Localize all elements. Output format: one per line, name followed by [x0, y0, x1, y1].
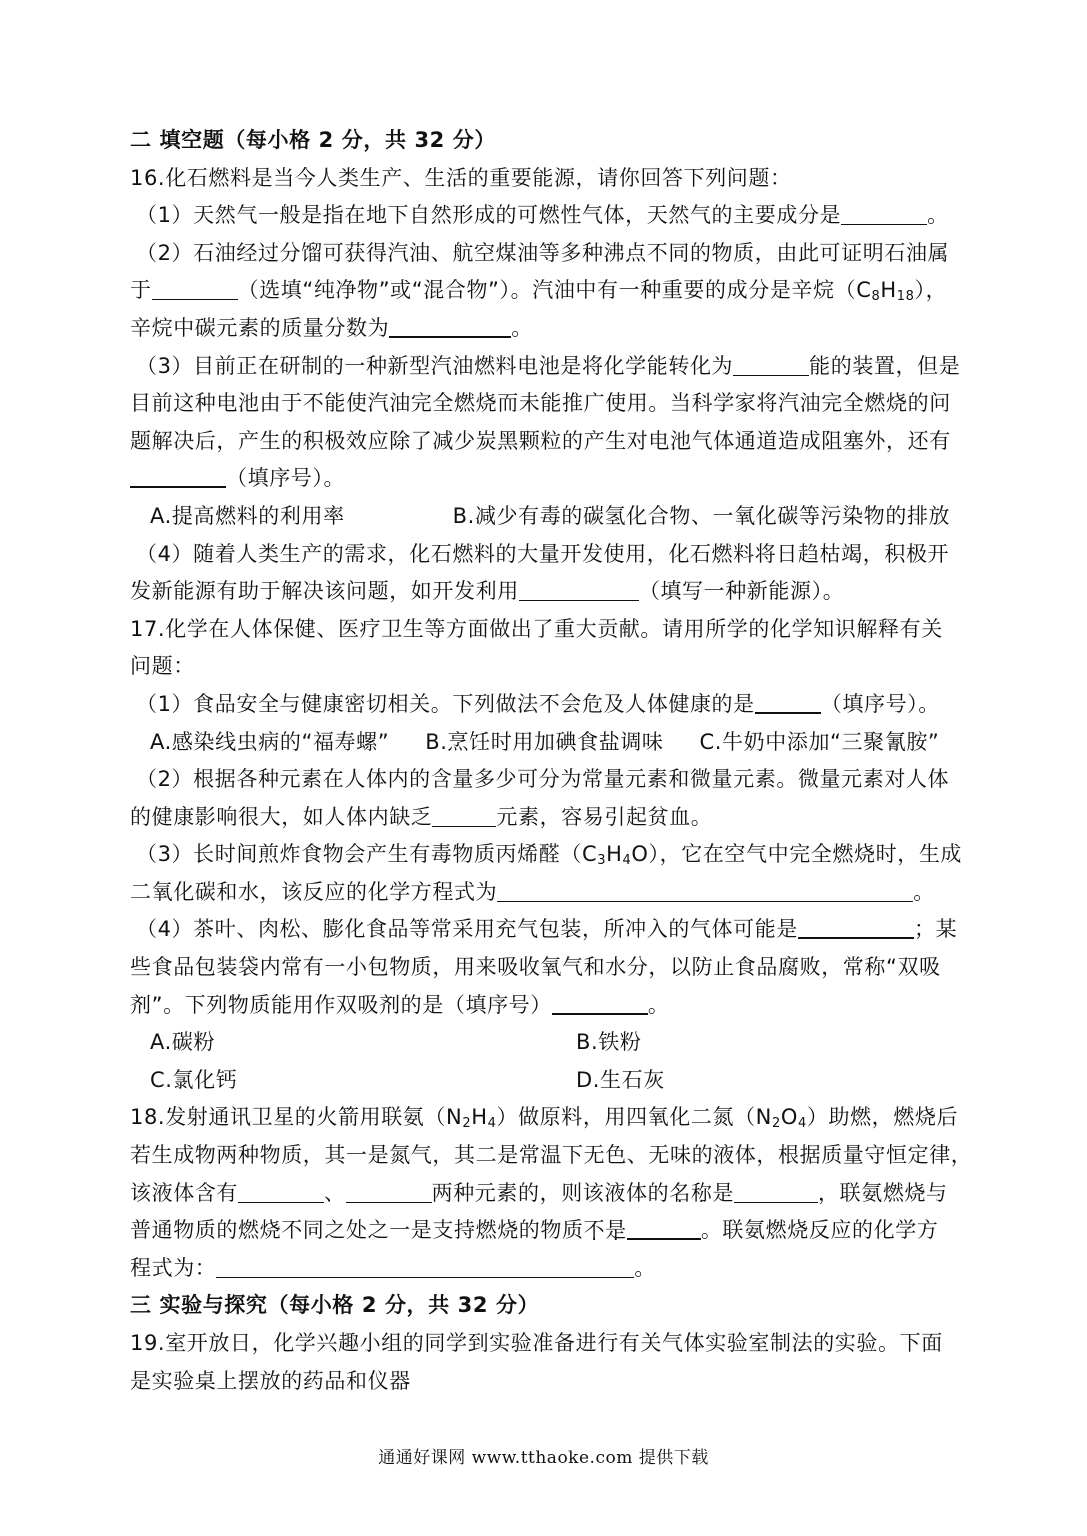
q17-part3-line2: 二氧化碳和水，该反应的化学方程式为 。 — [130, 879, 935, 904]
q18-line4: 普通物质的燃烧不同之处之一是支持燃烧的物质不是 。联氨燃烧反应的化学方 — [130, 1218, 939, 1243]
document-page — [130, 122, 973, 1400]
answer-blank[interactable] — [130, 464, 226, 488]
q18-line2: 若生成物两种物质，其一是氮气，其二是常温下无色、无味的液体，根据质量守恒定律， — [130, 1143, 973, 1168]
q17-options: A.感染线虫病的“福寿螺” B.烹饪时用加碘食盐调味 C.牛奶中添加“三聚氰胺” — [150, 729, 940, 754]
q16-stem: 16.化石燃料是当今人类生产、生活的重要能源，请你回答下列问题： — [130, 165, 792, 190]
q16-part3-line3: 题解决后，产生的积极效应除了减少炭黑颗粒的产生对电池气体通道造成阻塞外，还有 — [130, 428, 951, 453]
q17-part4-line2: 些食品包装袋内常有一小包物质，用来吸收氧气和水分，以防止食品腐败，常称“双吸 — [130, 955, 941, 980]
q16-part4-line2: 发新能源有助于解决该问题，如开发利用 （填写一种新能源）。 — [130, 579, 845, 604]
q17-part4-line1: （4）茶叶、肉松、膨化食品等常采用充气包装，所冲入的气体可能是 ；某 — [136, 917, 958, 942]
q17-stem-line1: 17.化学在人体保健、医疗卫生等方面做出了重大贡献。请用所学的化学知识解释有关 — [130, 616, 943, 641]
q17-part2-line2: 的健康影响很大，如人体内缺乏 元素，容易引起贫血。 — [130, 804, 713, 829]
q16-part2-line1: （2）石油经过分馏可获得汽油、航空煤油等多种沸点不同的物质，由此可证明石油属 — [136, 240, 950, 265]
q18-line1: 18.发射通讯卫星的火箭用联氨$(N_2H_4)$做原料，用四氧化二氮$(N_2O_4)$助燃，燃烧后 — [130, 1105, 959, 1132]
answer-blank[interactable] — [519, 578, 639, 601]
q18-line5: 程式为： 。 — [130, 1255, 657, 1280]
q16-part3-line4: （填序号）。 — [130, 460, 960, 498]
q19-line1: 19.室开放日，化学兴趣小组的同学到实验准备进行有关气体实验室制法的实验。下面 — [130, 1331, 943, 1355]
q17-part3-line1: （3）长时间煎炸食物会产生有毒物质丙烯醛$(C_3H_4O)$，它在空气中完全燃烧时，生成 — [136, 842, 963, 869]
answer-blank[interactable] — [734, 1180, 818, 1203]
answer-blank[interactable] — [841, 202, 927, 225]
q16-part4-line1: （4）随着人类生产的需求，化石燃料的大量开发使用，化石燃料将日趋枯竭，积极开 — [136, 541, 950, 566]
answer-blank[interactable] — [755, 690, 821, 714]
answer-blank[interactable] — [497, 879, 913, 902]
q17-stem-line2: 问题： — [130, 654, 195, 679]
q17-options-row1: A.碳粉 B.铁粉 — [150, 1030, 642, 1055]
answer-blank[interactable] — [627, 1216, 701, 1240]
answer-blank[interactable] — [798, 915, 914, 939]
answer-blank[interactable] — [432, 804, 496, 827]
q16-part2-line2: 于 （选填“纯净物”或“混合物”）。汽油中有一种重要的成分是辛烷$(C_8H_{18})$， — [130, 278, 948, 305]
q16-part1: （1）天然气一般是指在地下自然形成的可燃性气体，天然气的主要成分是 。 — [136, 203, 949, 228]
q17-part1: （1）食品安全与健康密切相关。下列做法不会危及人体健康的是 （填序号）。 — [136, 691, 940, 716]
q18-line3: 该液体含有 、 两种元素的，则该液体的名称是 ，联氨燃烧与 — [130, 1180, 948, 1205]
page-footer: 通通好课网 www.tthaoke.com 提供下载 — [378, 1448, 709, 1468]
q16-part3-line2: 目前这种电池由于不能使汽油完全燃烧而未能推广使用。当科学家将汽油完全燃烧的问 — [130, 391, 951, 416]
answer-blank[interactable] — [733, 353, 809, 376]
answer-blank[interactable] — [389, 314, 511, 338]
answer-blank[interactable] — [346, 1180, 432, 1203]
q16-part2-line3: 辛烷中碳元素的质量分数为 。 — [130, 315, 533, 340]
answer-blank[interactable] — [238, 1180, 324, 1203]
answer-blank[interactable] — [216, 1255, 634, 1278]
q17-part2-line1: （2）根据各种元素在人体内的含量多少可分为常量元素和微量元素。微量元素对人体 — [136, 767, 950, 792]
answer-blank[interactable] — [552, 991, 648, 1015]
q19-line2: 是实验桌上摆放的药品和仪器 — [130, 1368, 411, 1393]
q17-options-row2: C.氯化钙 D.生石灰 — [150, 1067, 665, 1092]
q17-part4-line3: 剂”。下列物质能用作双吸剂的是（填序号） 。 — [130, 992, 670, 1017]
q16-options: A.提高燃料的利用率 B.减少有毒的碳氢化合物、一氧化碳等污染物的排放 — [150, 503, 951, 528]
section-title-experiment: 三 实验与探究（每小格 2 分，共 32 分） — [130, 1293, 540, 1318]
q16-part3-line1: （3）目前正在研制的一种新型汽油燃料电池是将化学能转化为 能的装置，但是 — [136, 353, 961, 378]
section-title-fill-in: 二 填空题（每小格 2 分，共 32 分） — [130, 128, 496, 152]
answer-blank[interactable] — [152, 277, 238, 300]
